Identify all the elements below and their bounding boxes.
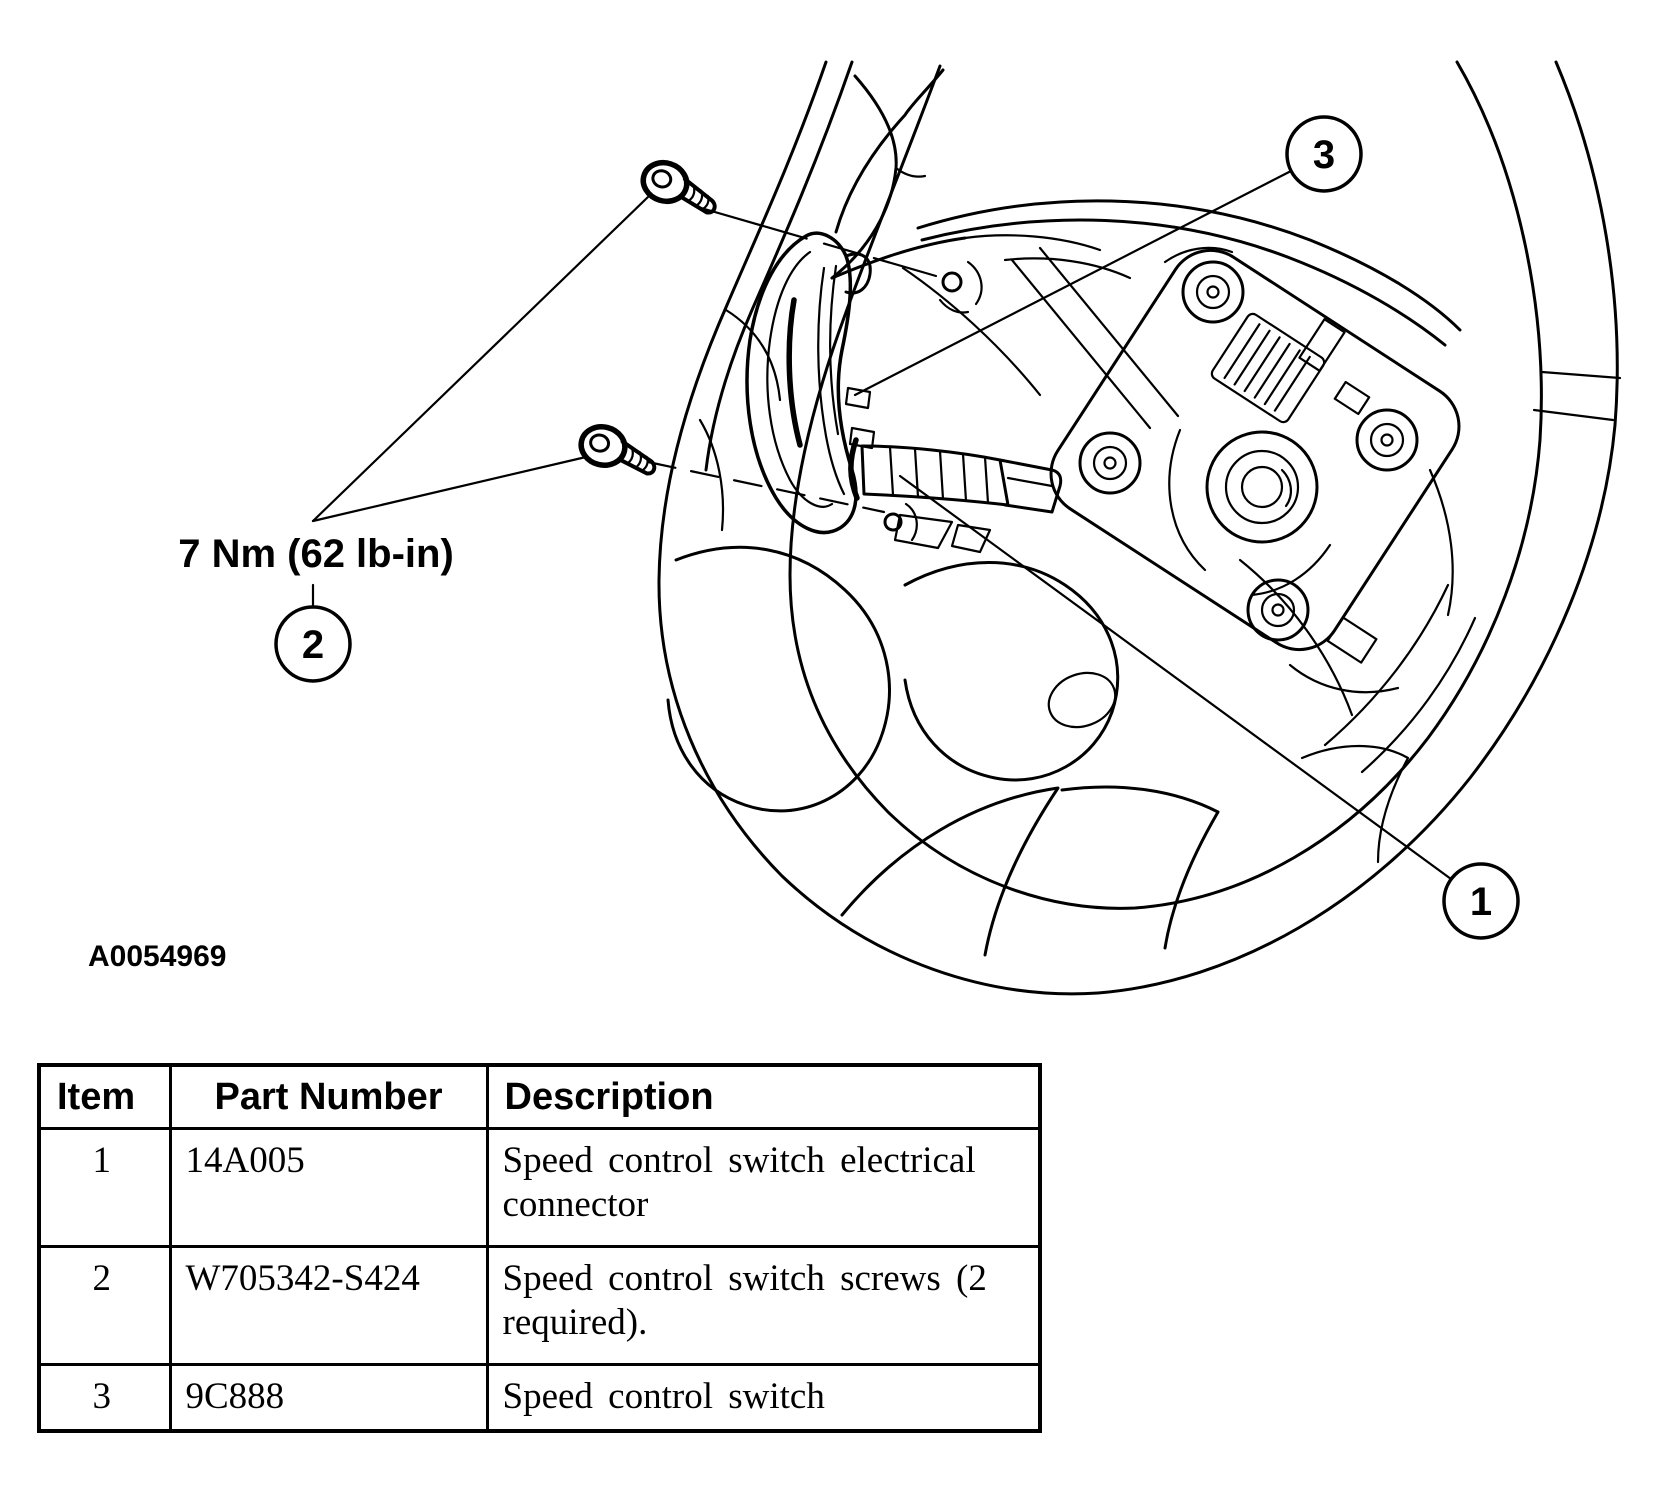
callout-2-number: 2 <box>301 623 325 667</box>
table-row <box>39 1129 1040 1247</box>
mounting-boss <box>1080 433 1140 493</box>
part-number-cell: W705342-S424 <box>170 1247 487 1365</box>
item-cell: 3 <box>39 1365 170 1432</box>
callout-1-number: 1 <box>1469 880 1493 924</box>
table-header-row <box>39 1065 1040 1129</box>
item-cell: 2 <box>39 1247 170 1365</box>
switch-screw <box>577 422 661 478</box>
switch-screw <box>638 157 723 217</box>
callout-3 <box>1287 117 1361 191</box>
header-description: Description <box>487 1065 1040 1129</box>
mounting-boss <box>1183 262 1243 322</box>
rim-seam-line <box>1542 372 1620 378</box>
figure-code: A0054969 <box>88 940 227 973</box>
description-cell: Speed control switch screws (2 required). <box>487 1247 1040 1365</box>
table-row <box>39 1365 1040 1432</box>
description-cell: Speed control switch electrical connector <box>487 1129 1040 1247</box>
callout-1 <box>1444 864 1518 938</box>
mounting-boss <box>1357 410 1417 470</box>
rim-seam-line <box>1534 410 1613 420</box>
callout-3-number: 3 <box>1312 133 1336 177</box>
electrical-connector <box>851 440 1061 552</box>
table-row <box>39 1247 1040 1365</box>
part-number-cell: 9C888 <box>170 1365 487 1432</box>
leader-lines <box>313 171 1451 879</box>
switch-screw-hole <box>940 262 982 313</box>
switch-screw-hole <box>885 504 917 540</box>
parts-table <box>37 1063 1042 1433</box>
header-item: Item <box>39 1065 170 1129</box>
torque-label: 7 Nm (62 lb-in) <box>178 532 454 576</box>
description-cell: Speed control switch <box>487 1365 1040 1432</box>
callout-2 <box>276 607 350 681</box>
vent-hatch <box>1210 312 1327 425</box>
part-number-cell: 14A005 <box>170 1129 487 1247</box>
item-cell: 1 <box>39 1129 170 1247</box>
header-part-number: Part Number <box>170 1065 487 1129</box>
